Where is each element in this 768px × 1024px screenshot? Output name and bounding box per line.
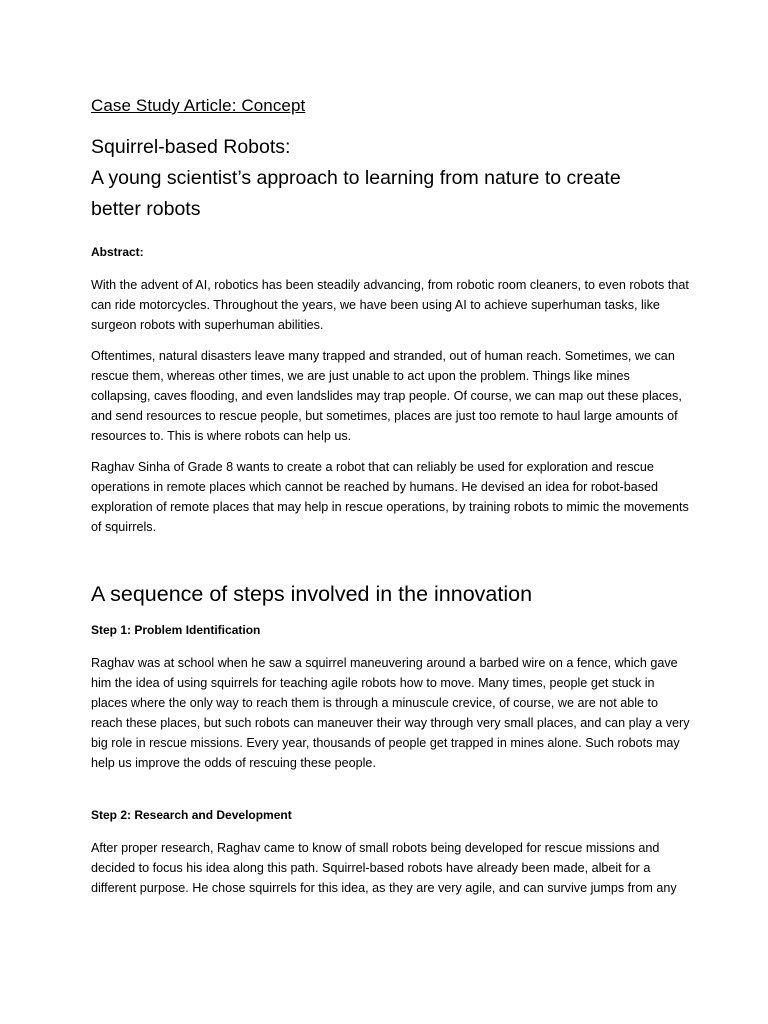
step-1-text: Raghav was at school when he saw a squirrel maneuvering around a barbed wire on a fence, which gave him the idea of using squirrels for teaching agile robots how to move. Many times, people get stuck in places where the only way to reach them is through a minuscule crevice, of course, we are not able to reach these places, but such robots can maneuver their way through very small places, and can play a very big role in rescue missions. Every year, thousands of people get trapped in mines alone. Such robots may help us improve the odds of rescuing these people. (91, 656, 690, 770)
article-title (91, 132, 691, 225)
title-line-2: A young scientist’s approach to learning from nature to create (91, 167, 621, 189)
step-2-text: After proper research, Raghav came to know of small robots being developed for rescue missions and decided to focus his idea along this path. Squirrel-based robots have already been made, albeit for a different purpose. He chose squirrels for this idea, as they are very agile, and can survive jumps from any (91, 841, 677, 895)
section-heading: A sequence of steps involved in the innovation (91, 582, 533, 606)
title-line-3: better robots (91, 198, 201, 220)
abstract-heading: Abstract: (91, 245, 144, 259)
abstract-paragraph: With the advent of AI, robotics has been steadily advancing, from robotic room cleaners, to even robots that can ride motorcycles. Throughout the years, we have been using AI to achieve superhuman tasks, like surgeon robots with superhuman abilities. (91, 278, 689, 332)
step-2-heading: Step 2: Research and Development (91, 808, 292, 822)
title-line-1: Squirrel-based Robots: (91, 136, 291, 158)
abstract-paragraph: Raghav Sinha of Grade 8 wants to create a robot that can reliably be used for exploration and rescue operations in remote places which cannot be reached by humans. He devised an idea for robot-based exploration of remote places that may help in rescue operations, by training robots to mimic the movements of squirrels. (91, 460, 689, 534)
step-1-heading: Step 1: Problem Identification (91, 623, 261, 637)
abstract-paragraph: Oftentimes, natural disasters leave many trapped and stranded, out of human reach. Sometimes, we can rescue them, whereas other times, we are just unable to act upon the problem. Things like mines collapsing, caves flooding, and even landslides may trap people. Of course, we can map out these places, and send resources to rescue people, but sometimes, places are just too remote to haul large amounts of resources to. This is where robots can help us. (91, 349, 682, 443)
document-body (91, 94, 691, 909)
article-type-label: Case Study Article: Concept (91, 96, 306, 115)
